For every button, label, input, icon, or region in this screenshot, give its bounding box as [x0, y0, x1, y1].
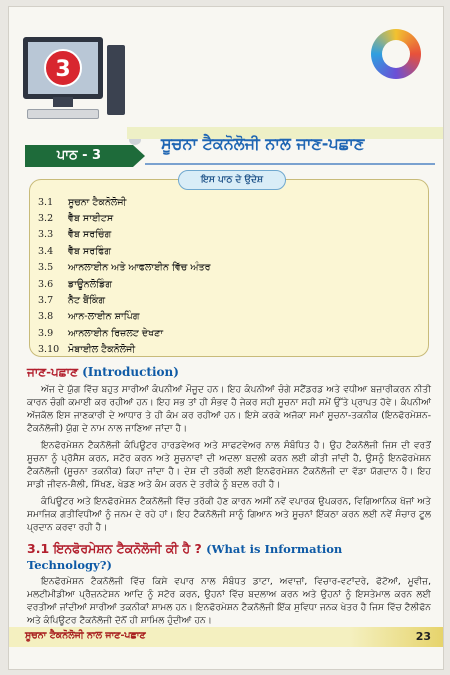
- page-footer: [9, 627, 444, 647]
- book-page: [8, 6, 444, 670]
- cpu-tower-icon: [107, 45, 125, 115]
- objective-number: 3.5: [38, 262, 54, 274]
- objective-number: 3.9: [38, 327, 54, 339]
- objective-text: ਵੈੱਬ ਸਰਫਿੰਗ: [68, 245, 111, 257]
- objective-text: ਵੈੱਬ ਸਾਈਟਸ: [68, 213, 114, 225]
- decorative-art-icon: [371, 29, 421, 79]
- intro-paragraph-2: ਇਨਫੋਰਮੇਸ਼ਨ ਟੈਕਨੋਲੋਜੀ ਕੰਪਿਊਟਰ ਹਾਰਡਵੇਅਰ ਅਤੇ ਸਾਫਟਵੇਅਰ ਨਾਲ ਸੰਬੰਧਿਤ ਹੈ। ਉਹ ਟੈਕਨੋਲੋਜੀ ਜਿਸ ਦੀ ਵਰਤੋਂ ਸੂਚਨਾ ਨੂੰ ਪ੍ਰੋਸੈਸ ਕਰਨ, ਸਟੋਰ ਕਰਨ ਅਤੇ ਸੂਚਨਾਵਾਂ ਦੀ ਅਦਲਾ ਬਦਲੀ ਕਰਨ ਲਈ ਕੀਤੀ ਜਾਂਦੀ ਹੈ, ਉਸਨੂੰ ਇਨਫੋਰਮੇਸ਼ਨ ਟੈਕਨੋਲੋਜੀ (ਸੂਚਨਾ ਤਕਨੀਕ) ਕਿਹਾ ਜਾਂਦਾ ਹੈ। ਦੇਸ਼ ਦੀ ਤਰੱਕੀ ਲਈ ਇਨਫੋਰਮੇਸ਼ਨ ਟੈਕਨੋਲੋਜੀ ਦਾ ਵੱਡਾ ਯੋਗਦਾਨ ਹੈ। ਇਹ ਸਾਡੀ ਜੀਵਨ-ਸ਼ੈਲੀ, ਸਿੱਖਣ, ਖੇਡਣ ਅਤੇ ਕੰਮ ਕਰਨ ਦੇ ਤਰੀਕੇ ਨੂੰ ਬਦਲ ਰਹੀ ਹੈ।: [27, 441, 431, 490]
- objective-number: 3.3: [38, 229, 54, 241]
- intro-heading-en: (Introduction): [82, 365, 179, 379]
- intro-heading: [27, 365, 431, 380]
- keyboard-icon: [27, 109, 99, 119]
- section-3-1-heading: [27, 541, 431, 572]
- objective-number: 3.7: [38, 295, 54, 307]
- chapter-number-badge: 3: [44, 49, 82, 87]
- objective-number: 3.4: [38, 245, 54, 257]
- section-3-1-paragraph: ਇਨਫੋਰਮੇਸ਼ਨ ਟੈਕਨੋਲੋਜੀ ਵਿੱਚ ਕਿਸੇ ਵਪਾਰ ਨਾਲ ਸੰਬੰਧਤ ਡਾਟਾ, ਅਵਾਜ਼ਾਂ, ਵਿਚਾਰ-ਵਟਾਂਦਰੇ, ਫੋਟੋਆਂ, ਮੂਵੀਜ਼, ਮਲਟੀਮੀਡੀਆ ਪ੍ਰੈਜ਼ਨਟੇਸ਼ਨ ਆਦਿ ਨੂੰ ਸਟੋਰ ਕਰਨ, ਉਹਨਾਂ ਵਿੱਚ ਬਦਲਾਅ ਕਰਨ ਅਤੇ ਉਹਨਾਂ ਨੂੰ ਇਸਤੇਮਾਲ ਕਰਨ ਲਈ ਵਰਤੀਆਂ ਜਾਂਦੀਆਂ ਸਾਰੀਆਂ ਤਕਨੀਕਾਂ ਸ਼ਾਮਲ ਹਨ। ਇਨਫੋਰਮੇਸ਼ਨ ਟੈਕਨੋਲੋਜੀ ਇੱਕ ਸੁਵਿਧਾ ਜਨਕ ਖੇਤਰ ਹੈ ਜਿਸ ਵਿੱਚ ਟੈਲੀਫੋਨ ਅਤੇ ਕੰਪਿਊਟਰ ਟੈਕਨੋਲੋਜੀ ਦੋਨੋਂ ਹੀ ਸ਼ਾਮਿਲ ਹੁੰਦੀਆਂ ਹਨ।: [27, 577, 431, 626]
- objective-text: ਡਾਊਨਲੋਡਿੰਗ: [68, 278, 112, 290]
- chapter-title: ਸੂਚਨਾ ਟੈਕਨੋਲੋਜੀ ਨਾਲ ਜਾਣ-ਪਛਾਣ: [161, 134, 365, 153]
- list-item: [38, 292, 418, 308]
- list-item: [38, 260, 418, 276]
- objective-text: ਆਨਲਾਈਨ ਰਿਜ਼ਲਟ ਦੇਖਣਾ: [68, 327, 164, 339]
- objectives-label: ਇਸ ਪਾਠ ਦੇ ਉਦੇਸ਼: [178, 170, 286, 190]
- list-item: [38, 309, 418, 325]
- title-underline: [145, 163, 435, 165]
- objective-number: 3.1: [38, 196, 54, 208]
- objective-text: ਸੂਚਨਾ ਟੈਕਨੋਲੋਜੀ: [68, 196, 127, 208]
- list-item: [38, 243, 418, 259]
- list-item: [38, 342, 418, 358]
- objective-text: ਆਨ-ਲਾਈਨ ਸ਼ਾਪਿੰਗ: [68, 311, 140, 323]
- list-item: [38, 194, 418, 210]
- page-number: 23: [415, 630, 431, 643]
- computer-illustration: [23, 37, 123, 125]
- list-item: [38, 227, 418, 243]
- intro-paragraph-1: ਅੱਜ ਦੇ ਯੁੱਗ ਵਿੱਚ ਬਹੁਤ ਸਾਰੀਆਂ ਕੰਪਨੀਆਂ ਮੌਜੂਦ ਹਨ। ਇਹ ਕੰਪਨੀਆਂ ਚੰਗੇ ਸਟੈਂਡਰਡ ਅਤੇ ਵਧੀਆ ਬਜ਼ਾਰੀਕਰਨ ਨੀਤੀ ਕਾਰਨ ਚੰਗੀ ਕਮਾਈ ਕਰ ਰਹੀਆਂ ਹਨ। ਇਹ ਸਭ ਤਾਂ ਹੀ ਸੰਭਵ ਹੈ ਜੇਕਰ ਸਹੀ ਸੂਚਨਾ ਸਹੀ ਸਮੇਂ ਉੱਤੇ ਪ੍ਰਾਪਤ ਹੋਵੇ। ਕੰਪਨੀਆਂ ਅੱਜਕੱਲ ਇਸ ਜਾਣਕਾਰੀ ਦੇ ਆਧਾਰ ਤੇ ਹੀ ਕੰਮ ਕਰ ਰਹੀਆਂ ਹਨ। ਇਸੇ ਕਰਕੇ ਅਜੋਕਾ ਸਮਾਂ ਸੂਚਨਾ-ਤਕਨੀਕ (ਇਨਫੋਰਮੇਸ਼ਨ-ਟੈਕਨੋਲੋਜੀ) ਯੁੱਗ ਦੇ ਨਾਮ ਨਾਲ ਜਾਣਿਆ ਜਾਂਦਾ ਹੈ।: [27, 385, 431, 434]
- list-item: [38, 276, 418, 292]
- section-heading-en: (What is Information Technology?): [27, 542, 343, 572]
- objective-number: 3.8: [38, 311, 54, 323]
- list-item: [38, 210, 418, 226]
- objective-number: 3.6: [38, 278, 54, 290]
- objective-text: ਨੈੱਟ ਬੈਂਕਿੰਗ: [68, 295, 106, 307]
- page-body: [27, 365, 431, 632]
- monitor-screen: [23, 37, 103, 99]
- objective-number: 3.10: [38, 344, 60, 356]
- objective-number: 3.2: [38, 213, 54, 225]
- lesson-label: ਪਾਠ - 3: [25, 145, 133, 167]
- objectives-list: [38, 194, 418, 358]
- monitor-stand: [53, 97, 73, 107]
- objective-text: ਵੈੱਬ ਸਰਚਿੰਗ: [68, 229, 112, 241]
- section-heading-pa: 3.1 ਇਨਫੋਰਮੇਸ਼ਨ ਟੈਕਨੋਲੋਜੀ ਕੀ ਹੈ ?: [27, 541, 202, 556]
- objectives-box: [29, 175, 429, 357]
- intro-paragraph-3: ਕੰਪਿਊਟਰ ਅਤੇ ਇਨਫੋਰਮੇਸ਼ਨ ਟੈਕਨੋਲੋਜੀ ਵਿੱਚ ਤਰੱਕੀ ਹੋਣ ਕਾਰਨ ਅਸੀਂ ਨਵੇਂ ਵਪਾਰਕ ਉਪਕਰਨ, ਵਿਗਿਆਨਿਕ ਖੋਜਾਂ ਅਤੇ ਸਮਾਜਿਕ ਗਤੀਵਿਧੀਆਂ ਨੂੰ ਜਨਮ ਦੇ ਰਹੇ ਹਾਂ। ਇਹ ਟੈਕਨੋਲੋਜੀ ਸਾਨੂੰ ਗਿਆਨ ਅਤੇ ਸੂਚਨਾਂ ਇੱਕਠਾ ਕਰਨ ਲਈ ਨਵੇਂ ਸੰਚਾਰ ਟੂਲ ਪ੍ਰਦਾਨ ਕਰਵਾ ਰਹੀ ਹੈ।: [27, 497, 431, 533]
- objective-text: ਆਨਲਾਈਨ ਅਤੇ ਆਫਲਾਈਨ ਵਿੱਚ ਅੰਤਰ: [68, 262, 211, 274]
- footer-title: ਸੂਚਨਾ ਟੈਕਨੋਲੋਜੀ ਨਾਲ ਜਾਣ-ਪਛਾਣ: [25, 630, 146, 641]
- list-item: [38, 325, 418, 341]
- objective-text: ਮੋਬਾਈਲ ਟੈਕਨੋਲੋਜੀ: [68, 344, 136, 356]
- intro-heading-pa: ਜਾਣ-ਪਛਾਣ: [27, 365, 78, 379]
